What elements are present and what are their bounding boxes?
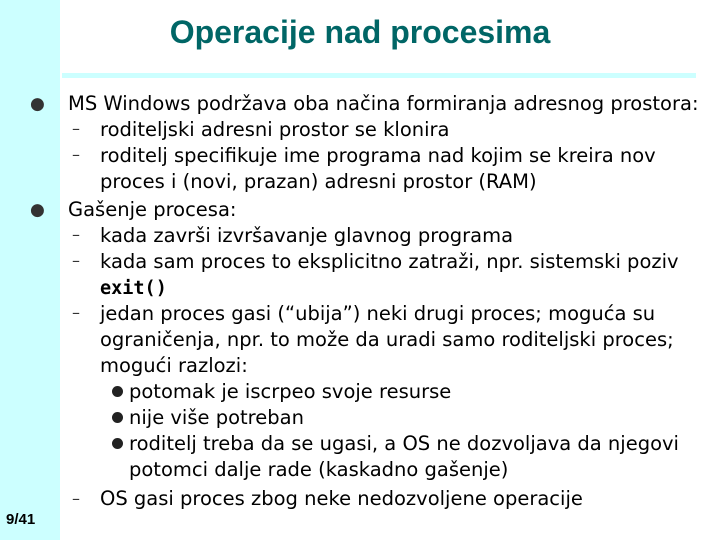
dash-icon: – [72,225,80,244]
exit-call-code: exit() [100,278,167,299]
bullet-text: Gašenje procesa: [68,198,237,221]
slide-title: Operacije nad procesima [169,14,551,50]
dash-icon: – [72,145,80,164]
dash-icon: – [72,489,80,508]
reason-item: roditelj treba da se ugasi, a OS ne dozvoljava da njegovi [112,431,679,457]
bullet-dot-icon [112,438,123,449]
sub-item-continuation: proces i (novi, prazan) adresni prostor (RAM) [100,170,537,193]
dash-icon: – [72,251,80,270]
reason-item: nije više potreban [112,405,304,431]
dash-icon: – [72,303,80,322]
bullet-dot-icon [112,386,123,397]
sub-item: OS gasi proces zbog neke nedozvoljene operacije [100,487,583,510]
sub-item: kada završi izvršavanje glavnog programa [100,224,514,247]
sub-item-continuation: ograničenja, npr. to može da uradi samo roditeljski proces; [100,328,674,351]
bullet-dot-icon [112,412,123,423]
sub-item-continuation: mogući razlozi: [100,354,248,377]
slide-number: 9/41 [6,511,36,528]
reason-item: potomak je iscrpeo svoje resurse [112,379,451,405]
reason-item-continuation: potomci dalje rade (kaskadno gašenje) [129,458,509,481]
dash-icon: – [72,119,80,138]
bullet-text: MS Windows podržava oba načina formiranja adresnog prostora: [68,92,699,115]
sub-item: roditeljski adresni prostor se klonira [100,118,450,141]
sub-item: jedan proces gasi (“ubija”) neki drugi proces; moguća su [100,302,656,325]
bullet-icon: ● [30,94,45,114]
sub-item: kada sam proces to eksplicitno zatraži, npr. sistemski poziv [100,250,679,273]
bullet-icon: ● [30,200,45,220]
sub-item: roditelj specifikuje ime programa nad kojim se kreira nov [100,144,656,167]
